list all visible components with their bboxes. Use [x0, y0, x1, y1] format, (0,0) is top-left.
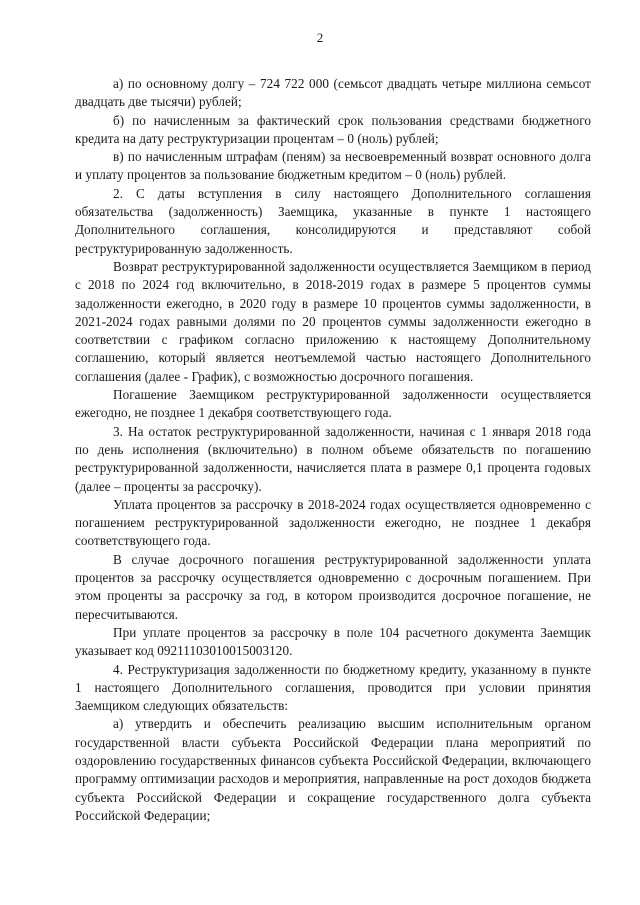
- clause-3-early-repayment: В случае досрочного погашения реструктурированной задолженности уплата процентов за рассрочку осуществляется одновременно с досрочным погашением. При этом проценты за рассрочку за год, в котором производится досрочное погашение, не пересчитываются.: [75, 551, 591, 622]
- clause-2-repayment-schedule: Возврат реструктурированной задолженности осуществляется Заемщиком в период с 2018 по 2024 год включительно, в 2018-2019 годах в размере 5 процентов суммы задолженности ежегодно, в 2020 году в размере 10 процентов суммы задолженности, в 2021-2024 годах равными долями по 20 процентов суммы задолженности ежегодно в соответствии с графиком согласно приложению к настоящему Дополнительному соглашению, который является неотъемлемой частью настоящего Дополнительного соглашения (далее - График), с возможностью досрочного погашения.: [75, 258, 591, 384]
- clause-1c-penalties: в) по начисленным штрафам (пеням) за несвоевременный возврат основного долга и уплату процентов за пользование бюджетным кредитом – 0 (ноль) рублей.: [75, 149, 591, 183]
- clause-4-conditions: 4. Реструктуризация задолженности по бюджетному кредиту, указанному в пункте 1 настоящего Дополнительного соглашения, проводится при условии принятия Заемщиком следующих обязательств:: [75, 661, 591, 714]
- document-body: [75, 75, 591, 825]
- page-number: 2: [316, 30, 324, 45]
- clause-1a-principal-debt: а) по основному долгу – 724 722 000 (семьсот двадцать четыре миллиона семьсот двадцать две тысячи) рублей;: [75, 76, 591, 110]
- clause-2-repayment-deadline: Погашение Заемщиком реструктурированной задолженности осуществляется ежегодно, не позднее 1 декабря соответствующего года.: [75, 387, 591, 421]
- clause-3-payment-code: При уплате процентов за рассрочку в поле 104 расчетного документа Заемщик указывает код 09211103010015003120.: [75, 624, 591, 659]
- clause-3-installment-interest: 3. На остаток реструктурированной задолженности, начиная с 1 января 2018 года по день исполнения (включительно) в полном объеме обязательств по погашению реструктурированной задолженности, начисляется плата в размере 0,1 процента годовых (далее – проценты за рассрочку).: [75, 423, 591, 494]
- clause-2-consolidation: 2. С даты вступления в силу настоящего Дополнительного соглашения обязательства (задолженность) Заемщика, указанные в пункте 1 настоящего Дополнительного соглашения, консолидируются и представляют собой реструктурированную задолженность.: [75, 185, 591, 256]
- clause-4a-recovery-plan: а) утвердить и обеспечить реализацию высшим исполнительным органом государственной власти субъекта Российской Федерации плана мероприятий по оздоровлению государственных финансов субъекта Российской Федерации, включающего программу оптимизации расходов и мероприятия, направленные на рост доходов бюджета субъекта Российской Федерации и сокращение государственного долга субъекта Российской Федерации;: [75, 716, 591, 823]
- clause-3-interest-payment: Уплата процентов за рассрочку в 2018-2024 годах осуществляется одновременно с погашением реструктурированной задолженности ежегодно, не позднее 1 декабря соответствующего года.: [75, 496, 591, 549]
- clause-1b-accrued-interest: б) по начисленным за фактический срок пользования средствами бюджетного кредита на дату реструктуризации процентам – 0 (ноль) рублей;: [75, 112, 591, 146]
